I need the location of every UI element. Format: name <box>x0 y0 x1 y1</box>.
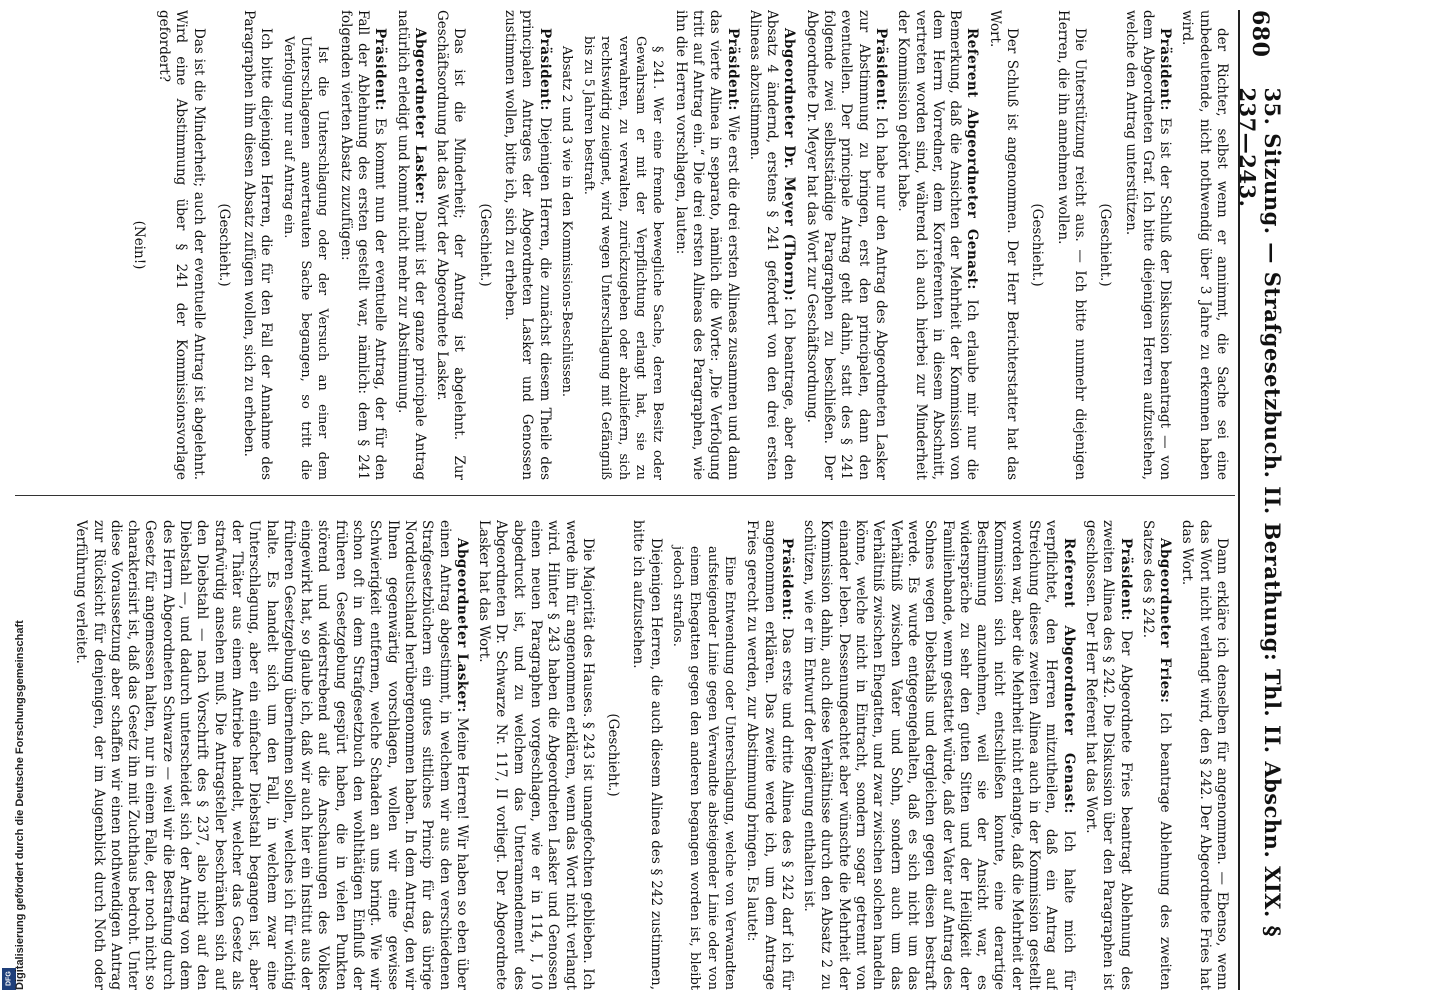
running-head <box>1235 10 1285 990</box>
speech-paragraph <box>671 10 740 480</box>
dfg-logo: DFG <box>2 968 16 990</box>
left-column <box>20 10 1230 480</box>
paragraph-text: Ich bitte diejenigen Herren, die für den Fall der Annahme des Paragraphen ihm diesen Absatz zufügen wollen, sich zu erheben. <box>241 10 275 480</box>
paragraph <box>985 10 1020 480</box>
speaker-name: Referent Abgeordneter Genast: <box>964 28 981 290</box>
stage-direction <box>1028 10 1045 480</box>
paragraph-text: Der Schluß ist angenommen. Der Herr Berichterstatter hat das Wort. <box>986 10 1021 480</box>
paragraph-text: Es ist der Schluß der Diskussion beantragt — von dem Abgeordneten Graf. Ich bitte diejenigen Herren aufzustehen, welche den Antrag unterstützen. <box>1122 10 1174 480</box>
paragraph <box>1053 10 1088 480</box>
paragraph-text: (Geschieht.) <box>1097 203 1114 287</box>
stage-direction <box>215 10 232 480</box>
speaker-name: Präsident: <box>536 28 553 111</box>
paragraph <box>629 520 664 990</box>
paragraph-text: Ist die Unterschlagung oder der Versuch an einer dem Unterschlagenen anvertrauten Sache begangen, so tritt die Verfolgung nur auf Antrag ein. <box>280 36 331 480</box>
paragraph-text: Damit ist der ganze principale Antrag natürlich erledigt und kommt nicht mehr zur Abstimmung. <box>394 10 428 480</box>
speech-paragraph <box>1139 520 1174 990</box>
page-title: 35. Sitzung. — Strafgesetzbuch. II. Berathung: Thl. II. Abschn. XIX. § 237—243. <box>1235 87 1285 938</box>
stage-direction <box>475 10 492 480</box>
quoted-provision <box>580 10 666 480</box>
speaker-name: Abgeordneter Fries: <box>1157 538 1174 704</box>
paragraph-text: (Geschieht.) <box>476 203 493 287</box>
speaker-name: Präsident: <box>1157 28 1174 111</box>
column-divider <box>15 495 1235 496</box>
page-number: 680 <box>1247 10 1273 58</box>
digitization-footer <box>0 0 28 1000</box>
paragraph-text: (Nein!) <box>130 220 147 270</box>
paragraph-text: Die Unterstützung reicht aus. — Ich bitte nunmehr diejenigen Herren, die ihn annehmen wollen. <box>1054 10 1088 480</box>
quoted-provision <box>669 520 738 990</box>
speech-paragraph <box>336 10 388 480</box>
paragraph-text: Ich halte mich für verpflichtet, den Herren mitzutheilen, daß ein Antrag auf Streichung dieses zweiten Alinea auch in der Kommission gestellt worden war, aber die Mehrheit nicht erlangte, daß die Mehrheit der Kommission sich nicht entschließen konnte, eine derartige Bestimmung anzunehmen, weil sie der Ansicht war, es widerspräche zu sehr den guten Sitten und der Heiligkeit der Familienbande, wenn gestattet würde, daß der Vater auf Antrag des Sohnes wegen Diebstahls und dergleichen gegen diesen bestraft werde. Es wurde entgegengehalten, daß es sich nicht um das Verhältniß zwischen Vater und Sohn, sondern auch um das Verhältniß zwischen Ehegatten, und zwar zwischen solchen handeln könne, welche nicht in Eintracht, sondern sogar getrennt von einander leben. Dessenungeachtet aber wünschte die Mehrheit der Kommission dahin, auch diese Verhältnisse durch den Absatz 2 zu schützen, wie er im Entwurf der Regierung enthalten ist. <box>801 520 1077 990</box>
paragraph-text: Ich habe nur den Antrag des Abgeordneten Lasker zur Abstimmung zu bringen, erst den principalen, dann den eventuellen. Der principale Antrag geht dahin, statt des § 241 folgende zwei selbstständige Paragraphen zu beschließen. Der Abgeordnete Dr. Meyer hat das Wort zur Geschäftsordnung. <box>803 10 889 480</box>
paragraph <box>1178 10 1230 480</box>
speaker-name: Abgeordneter Lasker: <box>411 28 428 205</box>
paragraph-text: Diejenigen Herren, die zunächst diesem Theile des principalen Antrages der Abgeordneten Lasker und Genossen zustimmen wollen, bitte ich, sich zu erheben. <box>502 10 553 480</box>
paragraph-text: (Geschieht.) <box>605 713 622 797</box>
quoted-provision <box>558 10 575 480</box>
speech-paragraph <box>800 520 1077 990</box>
paragraph-text: Eine Entwendung oder Unterschlagung, welche von Verwandten aufsteigender Linie gegen Verwandte absteigender Linie oder von einem Ehegatten gegen den anderen begangen worden ist, bleibt jedoch straflos. <box>670 546 737 990</box>
speech-paragraph <box>743 520 795 990</box>
paragraph-text: Wie erst die drei ersten Alineas zusammen und dann das vierte Alinea in separato, nämlich die Worte: „Die Verfolgung tritt auf Antrag ein.“ Die drei ersten Alineas des Paragraphen, wie ihn die Herren vorschlagen, lauten: <box>672 10 741 480</box>
speech-paragraph <box>1121 10 1173 480</box>
paragraph-text: Das erste und dritte Alinea des § 242 darf ich für angenommen erklären. Das zweite werde ich, um dem Antrage Fries gerecht zu werden, zur Abstimmung bringen. Es lautet: <box>744 520 795 990</box>
paragraph <box>1178 520 1230 990</box>
paragraph <box>240 10 275 480</box>
paragraph-text: Ich beantrage Ablehnung des zweiten Satzes des § 242. <box>1139 520 1174 990</box>
speaker-name: Präsident: <box>872 28 889 111</box>
paragraph-text: § 241. Wer eine fremde bewegliche Sache, deren Besitz oder Gewahrsam er mit der Verpflichtung erlangt hat, sie zu verwahren, zu verwalten, zurückzugeben oder abzuliefern, sich rechtswidrig zueignet, wird wegen Unterschlagung mit Gefängniß bis zu 5 Jahren bestraft. <box>581 36 666 480</box>
speech-paragraph <box>393 10 428 480</box>
speaker-name: Abgeordneter Dr. Meyer (Thorn): <box>781 28 798 302</box>
speech-paragraph <box>501 10 553 480</box>
paragraph-text: der Richter, selbst wenn er annimmt, die Sache sei eine unbedeutende, nicht nothwendig über 3 Jahre zu erkennen haben wird. <box>1179 10 1230 480</box>
paragraph-text: Das ist die Minderheit; auch der eventuelle Antrag ist abgelehnt. Wird eine Abstimmung über § 241 der Kommissionsvorlage gefordert? <box>155 10 207 480</box>
paragraph-text: Ich erlaube mir nur die Bemerkung, daß die Ansichten der Mehrheit der Kommission von dem Herrn Vorredner, dem Korreferenten in diesem Abschnitt, vertreten worden sind, während ich auch hierbei zur Minderheit der Kommission gehört habe. <box>895 10 981 480</box>
speech-paragraph <box>802 10 888 480</box>
speech-paragraph <box>746 10 798 480</box>
paragraph-text: (Geschieht.) <box>1029 203 1046 287</box>
paragraph <box>155 10 207 480</box>
paragraph-text: Ich beantrage, aber den Absatz 4 ändernd, erstens § 241 gefordert von den drei ersten Alineas abzustimmen. <box>746 10 798 480</box>
paragraph-text: Dann erkläre ich denselben für angenommen. — Ebenso, wenn das Wort nicht verlangt wird, den § 242. Der Abgeordnete Fries hat das Wort. <box>1179 520 1230 990</box>
stage-direction <box>1096 10 1113 480</box>
stage-direction <box>604 520 621 990</box>
stage-direction <box>129 10 146 480</box>
speaker-name: Präsident: <box>724 28 741 111</box>
right-column <box>20 520 1230 990</box>
paragraph <box>475 520 596 990</box>
paragraph-text: (Geschieht.) <box>215 203 232 287</box>
paragraph-text: Meine Herren! Wir haben so eben über einen Antrag abgestimmt, in welchem wir aus den verschiedenen Strafgesetzbüchern ein gutes sittliches Princip für das übrige Norddeutschland herübergenommen haben. In dem Antrag, den wir Ihnen gegenwärtig vorschlagen, wollen wir eine gewisse Schwierigkeit entfernen, welche Schaden an uns bringt. Wie wir schon oft in dem Strafgesetzbuch den wohlthätigen Einfluß der früheren Gesetzgebung gespürt haben, die in vielen Punkten störend und widerstrebend auf die Anschauungen des Volkes eingewirkt hat, so glaube ich, daß wir auch hier ein Institut aus der früheren Gesetzgebung übernehmen sollen, welches ich für wichtig halte. Es handelt sich um den Fall, in welchem zwar eine Unterschlagung, aber ein einfacher Diebstahl begangen ist, aber der Thäter aus einem Antriebe handelt, welcher das Gesetz als strafwürdig ansehen muß. Die Antragsteller beschränken sich auf den Diebstahl — nach Vorschrift des § 237, also nicht auf den Diebstahl —, und dadurch unterscheidet sich der Antrag von dem des Herrn Abgeordneten Schwarze — weil wir die Bestrafung durch Gesetz für angemessen halten, nur in einem Falle, der noch nicht so charakterisirt ist, daß das Gesetz ihn mit Zuchthaus bedroht. Unter diese Voraussetzung aber schaffen wir einen nothwendigen Antrag zur Rücksicht für denjenigen, der im Augenblick durch Noth oder Verführung verleitet. <box>73 520 470 990</box>
speech-paragraph <box>72 520 470 990</box>
paragraph-text: Diejenigen Herren, die auch diesem Alinea des § 242 zustimmen, bitte ich aufzustehen. <box>630 520 664 990</box>
speech-paragraph <box>1082 520 1134 990</box>
speaker-name: Referent Abgeordneter Genast: <box>1060 538 1077 814</box>
paragraph-text: Absatz 2 und 3 wie in den Kommissions-Beschlüssen. <box>558 46 574 398</box>
paragraph-text: Der Abgeordnete Fries beantragt Ablehnung des zweiten Alinea des § 242. Die Diskussion über den Paragraphen ist geschlossen. Der Herr Referent hat das Wort. <box>1082 520 1134 990</box>
speaker-name: Präsident: <box>1117 538 1134 621</box>
speaker-name: Präsident: <box>778 538 795 621</box>
footer-credit: Digitalisierung gefördert durch die Deutsche Forschungsgemeinschaft <box>14 620 26 990</box>
speech-paragraph <box>894 10 980 480</box>
speaker-name: Abgeordneter Lasker: <box>453 538 470 713</box>
paragraph-text: Das ist die Minderheit; der Antrag ist abgelehnt. Zur Geschäftsordnung hat das Wort der Abgeordnete Lasker. <box>434 10 468 480</box>
speaker-name: Präsident: <box>372 28 389 111</box>
paragraph <box>433 10 468 480</box>
quoted-provision <box>279 10 331 480</box>
paragraph-text: Es kommt nun der eventuelle Antrag, der für den Fall der Ablehnung des ersten gestellt war, nämlich: dem § 241 folgenden vierten Absatz zuzufügen: <box>337 10 389 480</box>
paragraph-text: Die Majorität des Hauses. § 243 ist unangefochten geblieben. Ich werde ihn für angenommen erklären, wenn das Wort nicht verlangt wird. Hinter § 243 haben die Abgeordneten Lasker und Genossen einen neuen Paragraphen vorgeschlagen, wie er in 114, I, 10 abgedruckt ist, und zu welchem das Unteramendement des Abgeordneten Dr. Schwarze Nr. 117, II vorliegt. Der Abgeordnete Lasker hat das Wort. <box>476 520 596 990</box>
